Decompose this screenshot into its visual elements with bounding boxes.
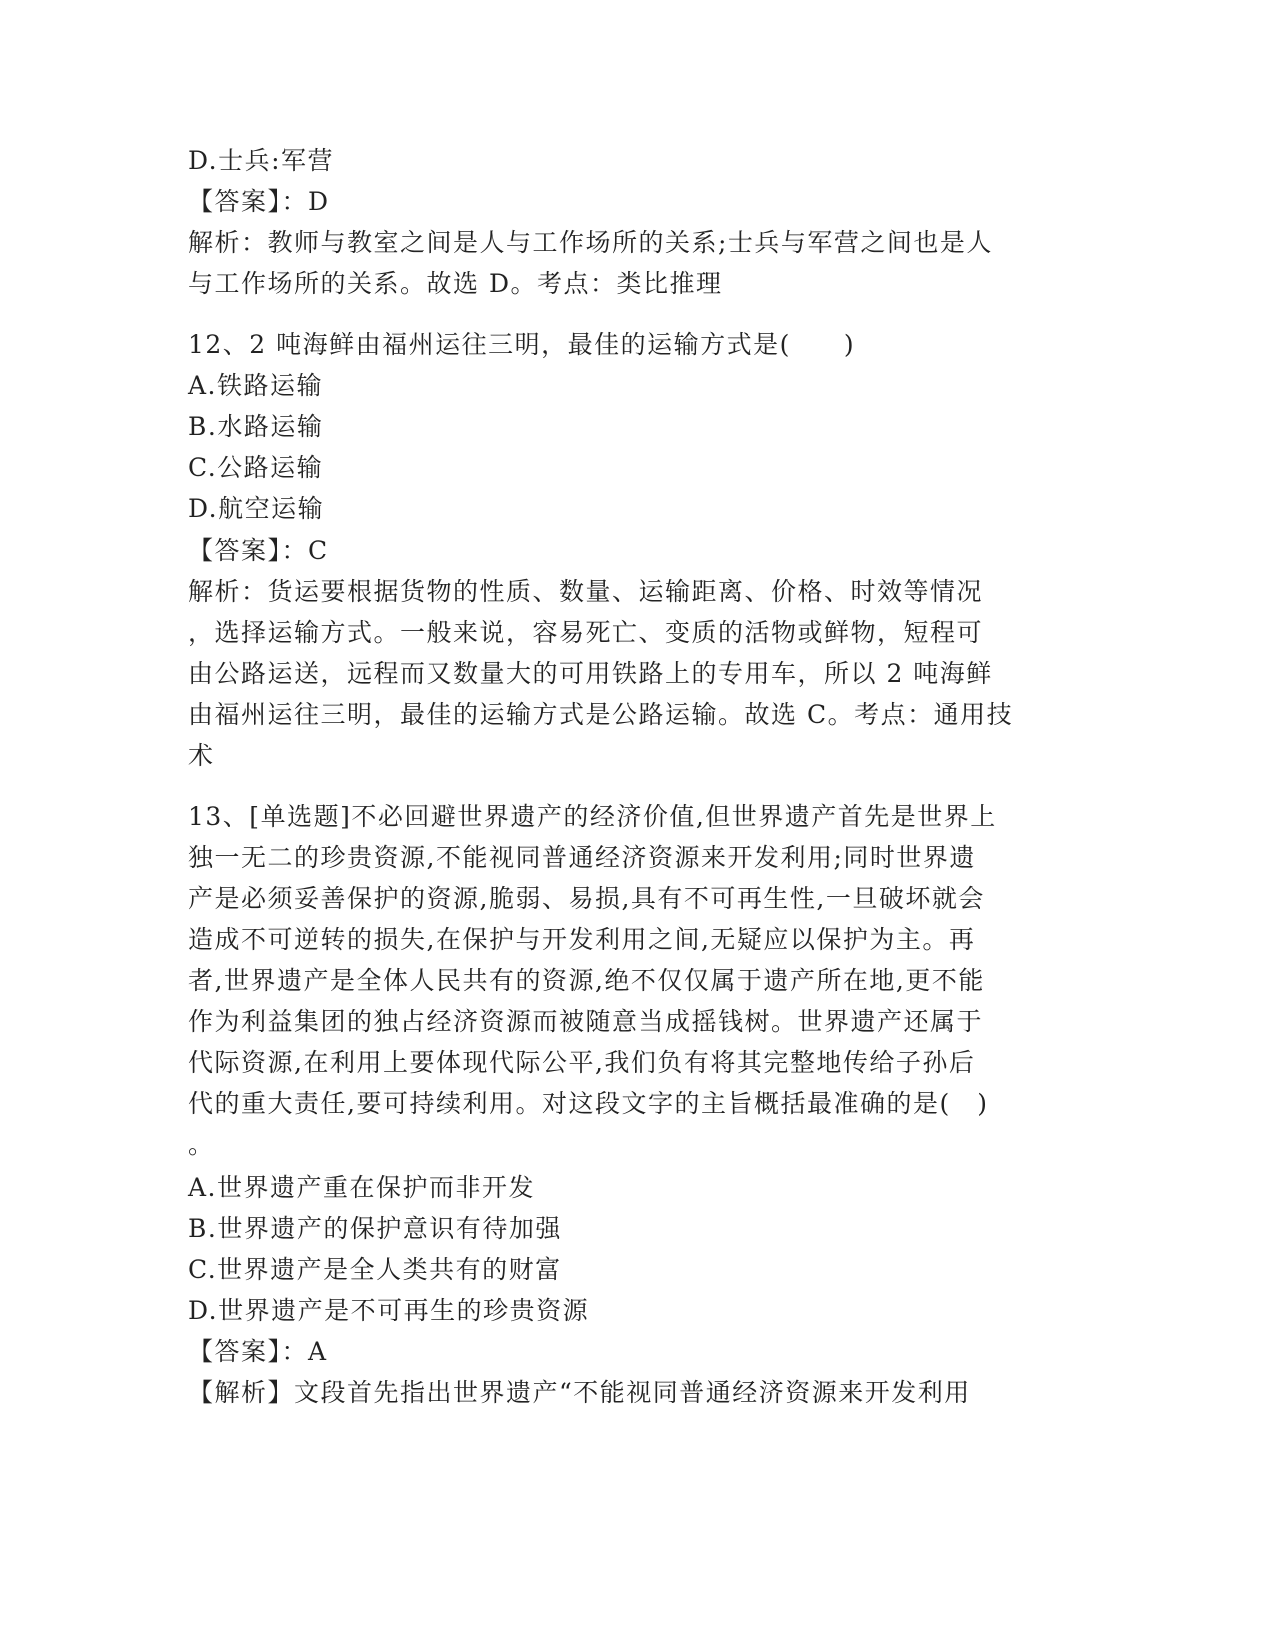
q12-explanation-line: ，选择运输方式。一般来说，容易死亡、变质的活物或鲜物，短程可 [188,618,984,647]
q11-option-d: D.士兵:军营 [188,146,335,175]
q12-answer: 【答案】：C [188,536,329,565]
q13-question-line: 作为利益集团的独占经济资源而被随意当成摇钱树。世界遗产还属于 [188,1007,984,1036]
q13-question-line: 独一无二的珍贵资源,不能视同普通经济资源来开发利用;同时世界遗 [188,843,976,872]
q11-explanation-line: 解析：教师与教室之间是人与工作场所的关系;士兵与军营之间也是人 [188,228,993,257]
q13-question-line: 13、[单选题]不必回避世界遗产的经济价值,但世界遗产首先是世界上 [188,802,997,831]
q12-option-a: A.铁路运输 [188,371,324,400]
q13-option-a: A.世界遗产重在保护而非开发 [188,1173,536,1202]
q13-option-d: D.世界遗产是不可再生的珍贵资源 [188,1296,590,1325]
q13-question-line: 者,世界遗产是全体人民共有的资源,绝不仅仅属于遗产所在地,更不能 [188,966,985,995]
q12-explanation-line: 术 [188,741,215,770]
q13-question-line: 。 [188,1130,215,1159]
q13-question-line: 代的重大责任,要可持续利用。对这段文字的主旨概括最准确的是( ) [188,1089,989,1118]
q12-explanation-line: 由公路运送，远程而又数量大的可用铁路上的专用车，所以 2 吨海鲜 [188,659,993,688]
q13-answer: 【答案】：A [188,1337,328,1366]
q13-question-line: 产是必须妥善保护的资源,脆弱、易损,具有不可再生性,一旦破坏就会 [188,884,985,913]
q13-explanation-start: 【解析】文段首先指出世界遗产“不能视同普通经济资源来开发利用 [188,1378,971,1407]
q11-answer: 【答案】：D [188,187,330,216]
q12-option-b: B.水路运输 [188,412,324,441]
q11-explanation-line: 与工作场所的关系。故选 D。考点：类比推理 [188,269,723,298]
q12-explanation-line: 由福州运往三明，最佳的运输方式是公路运输。故选 C。考点：通用技 [188,700,1014,729]
q12-explanation-line: 解析：货运要根据货物的性质、数量、运输距离、价格、时效等情况 [188,577,984,606]
q12-option-c: C.公路运输 [188,453,324,482]
q12-option-d: D.航空运输 [188,494,325,523]
q12-question: 12、2 吨海鲜由福州运往三明，最佳的运输方式是( ) [188,330,856,359]
q13-option-b: B.世界遗产的保护意识有待加强 [188,1214,562,1243]
q13-option-c: C.世界遗产是全人类共有的财富 [188,1255,562,1284]
q13-question-line: 代际资源,在利用上要体现代际公平,我们负有将其完整地传给子孙后 [188,1048,976,1077]
q13-question-line: 造成不可逆转的损失,在保护与开发利用之间,无疑应以保护为主。再 [188,925,976,954]
